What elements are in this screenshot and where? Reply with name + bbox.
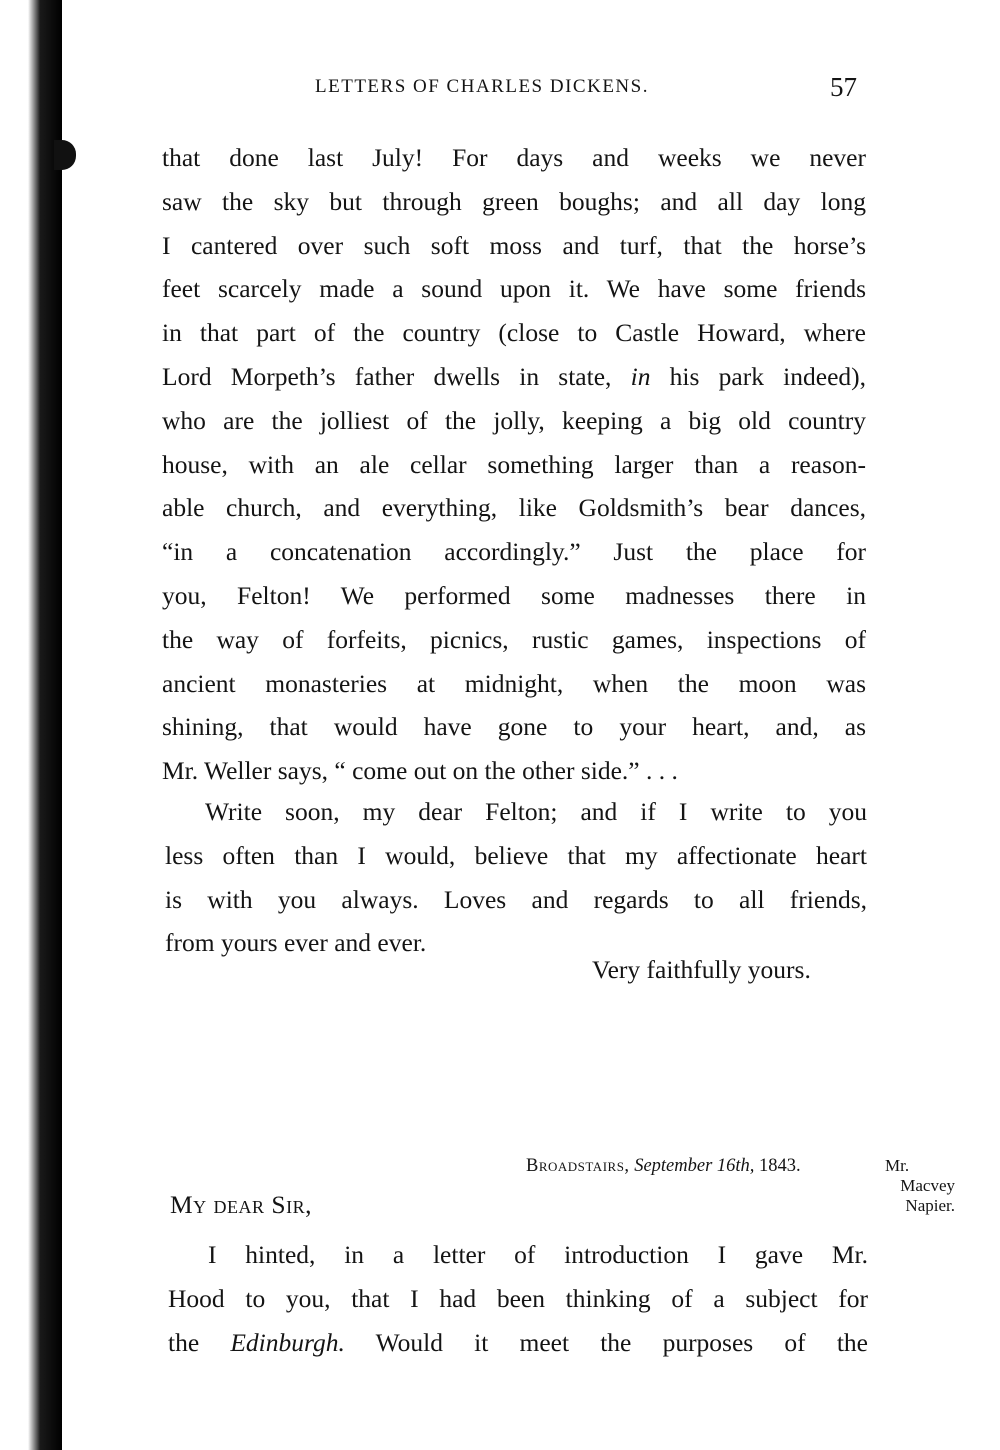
text-line: Hood to you, that I had been thinking of a subject for bbox=[168, 1283, 868, 1313]
margin-note-recipient bbox=[885, 1156, 965, 1216]
text-line: from yours ever and ever. bbox=[165, 928, 427, 958]
year: 1843. bbox=[759, 1156, 801, 1176]
place: Broadstairs, bbox=[526, 1156, 630, 1176]
letter-closing: Very faithfully yours. bbox=[592, 955, 811, 984]
margin-note-line: Napier. bbox=[905, 1196, 955, 1215]
text-line-with-italic bbox=[162, 355, 866, 399]
margin-note-line: Mr. bbox=[885, 1156, 910, 1175]
text-segment: Lord Morpeth’s father dwells in state, bbox=[162, 361, 631, 391]
text-segment: his park indeed), bbox=[650, 361, 866, 391]
text-line: saw the sky but through green boughs; and all day long bbox=[162, 186, 866, 216]
text-line: the way of forfeits, picnics, rustic games, inspections of bbox=[162, 624, 866, 654]
text-line: Mr. Weller says, “ come out on the other side.” . . . bbox=[162, 756, 678, 786]
text-segment: Would it meet the purposes of the bbox=[344, 1327, 868, 1357]
paragraph-2 bbox=[165, 790, 867, 965]
running-title: LETTERS OF CHARLES DICKENS. bbox=[315, 76, 649, 97]
text-line: feet scarcely made a sound upon it. We have some friends bbox=[162, 274, 866, 304]
text-line: who are the jolliest of the jolly, keeping a big old country bbox=[162, 405, 866, 435]
text-line: ancient monasteries at midnight, when the moon was bbox=[162, 668, 866, 698]
book-spine-shadow bbox=[0, 0, 62, 1450]
text-segment: the bbox=[168, 1327, 231, 1357]
salutation: My dear Sir, bbox=[170, 1190, 312, 1219]
text-line: shining, that would have gone to your heart, and, as bbox=[162, 712, 866, 742]
text-line: able church, and everything, like Goldsmith’s bear dances, bbox=[162, 493, 866, 523]
text-line: house, with an ale cellar something larger than a reason- bbox=[162, 449, 866, 479]
text-line: “in a concatenation accordingly.” Just the place for bbox=[162, 537, 866, 567]
spine-notch bbox=[54, 140, 76, 170]
dateline bbox=[526, 1156, 801, 1177]
text-line: in that part of the country (close to Castle Howard, where bbox=[162, 318, 866, 348]
text-line: is with you always. Loves and regards to all friends, bbox=[165, 884, 867, 914]
text-line: you, Felton! We performed some madnesses there in bbox=[162, 580, 866, 610]
text-line: that done last July! For days and weeks we never bbox=[162, 143, 866, 172]
text-line: I cantered over such soft moss and turf, that the horse’s bbox=[162, 230, 866, 260]
page-number: 57 bbox=[830, 72, 857, 102]
text-line: less often than I would, believe that my affectionate heart bbox=[165, 840, 867, 870]
text-line-with-italic bbox=[168, 1321, 868, 1365]
italic-word: in bbox=[630, 361, 651, 391]
margin-note-line: Macvey bbox=[900, 1176, 955, 1195]
date: September 16th, bbox=[634, 1156, 755, 1176]
text-line: I hinted, in a letter of introduction I gave Mr. bbox=[208, 1240, 868, 1269]
text-line: Write soon, my dear Felton; and if I write to you bbox=[205, 797, 867, 826]
italic-title: Edinburgh. bbox=[230, 1327, 345, 1357]
paragraph-3 bbox=[168, 1233, 868, 1364]
paragraph-1 bbox=[162, 136, 866, 793]
